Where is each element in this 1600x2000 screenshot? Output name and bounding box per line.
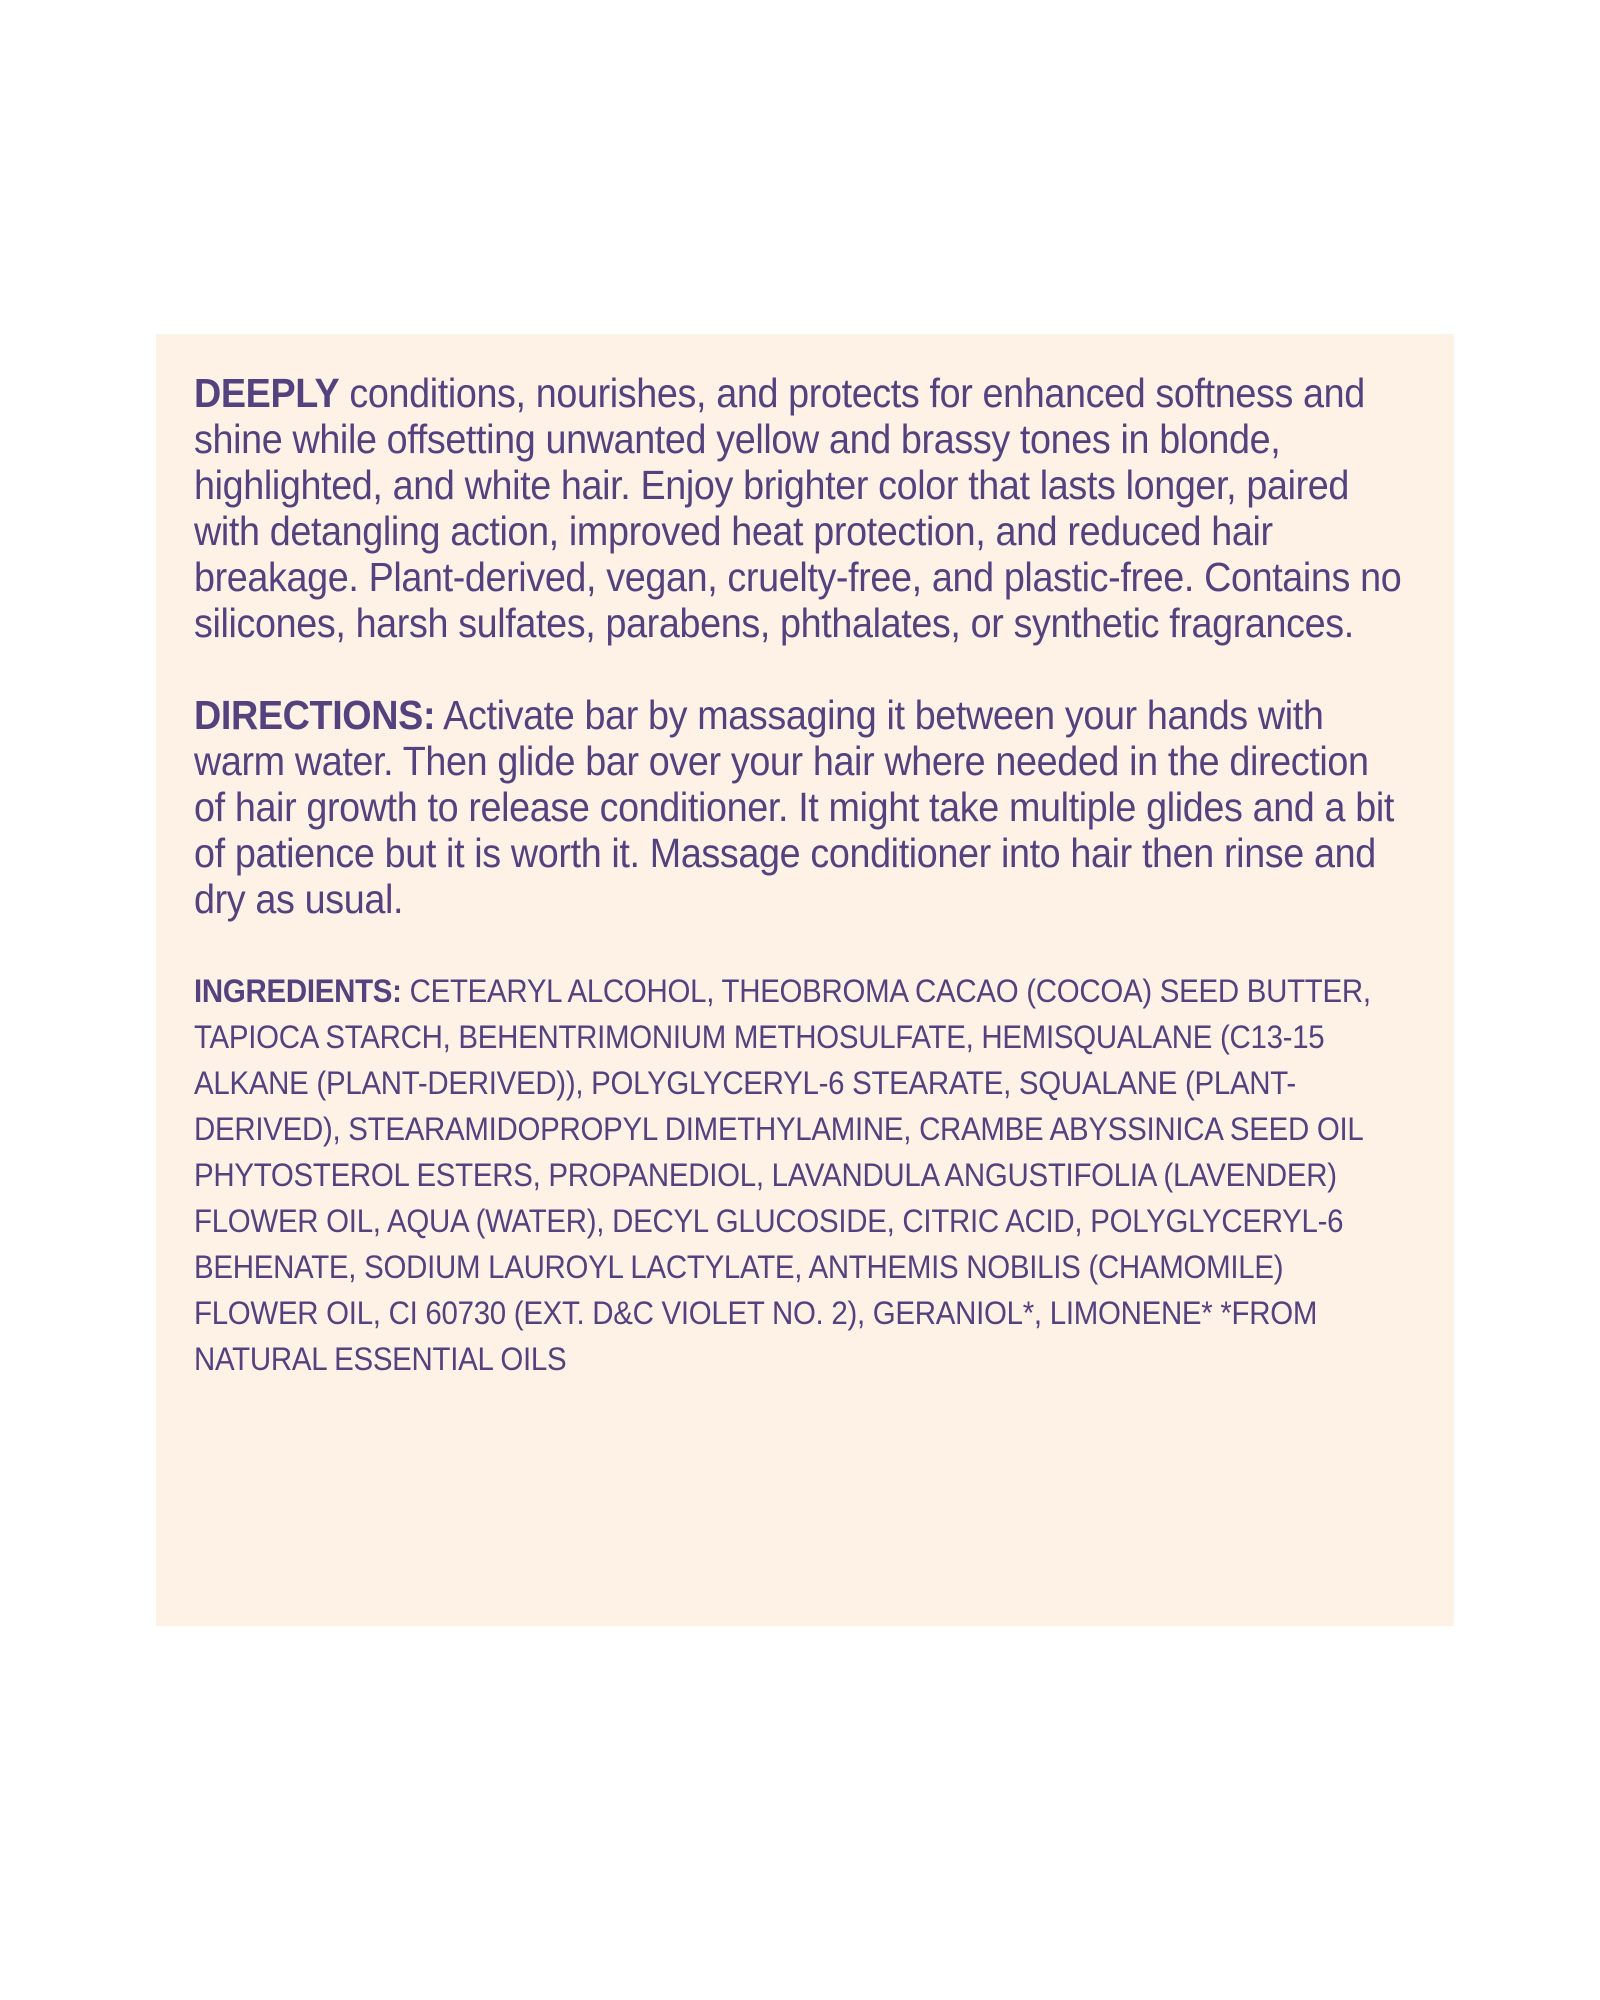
description-paragraph	[194, 370, 1405, 646]
ingredients-text: CETEARYL ALCOHOL, THEOBROMA CACAO (COCOA) SEED BUTTER, TAPIOCA STARCH, BEHENTRIMONIUM METHOSULFATE, HEMISQUALANE (C13-15 ALKANE (PLANT-DERIVED)), POLYGLYCERYL-6 STEARATE, SQUALANE (PLANT-DERIVED), STEARAMIDOPROPYL DIMETHYLAMINE, CRAMBE ABYSSINICA SEED OIL PHYTOSTEROL ESTERS, PROPANEDIOL, LAVANDULA ANGUSTIFOLIA (LAVENDER) FLOWER OIL, AQUA (WATER), DECYL GLUCOSIDE, CITRIC ACID, POLYGLYCERYL-6 BEHENATE, SODIUM LAUROYL LACTYLATE, ANTHEMIS NOBILIS (CHAMOMILE) FLOWER OIL, CI 60730 (EXT. D&C VIOLET NO. 2), GERANIOL*, LIMONENE* *FROM NATURAL ESSENTIAL OILS	[194, 973, 1371, 1377]
description-lead: DEEPLY	[194, 370, 340, 416]
directions-text: Activate bar by massaging it between your hands with warm water. Then glide bar over your hair where needed in the direction of hair growth to release conditioner. It might take multiple glides and a bit of patience but it is worth it. Massage conditioner into hair then rinse and dry as usual.	[194, 692, 1394, 922]
description-text: conditions, nourishes, and protects for enhanced softness and shine while offsetting unwanted yellow and brassy tones in blonde, highlighted, and white hair. Enjoy brighter color that lasts longer, paired with detangling action, improved heat protection, and reduced hair breakage. Plant-derived, vegan, cruelty-free, and plastic-free. Contains no silicones, harsh sulfates, parabens, phthalates, or synthetic fragrances.	[194, 370, 1402, 646]
ingredients-paragraph	[194, 968, 1405, 1382]
directions-heading: DIRECTIONS:	[194, 692, 436, 738]
product-info-panel	[156, 334, 1454, 1626]
ingredients-heading: INGREDIENTS:	[194, 973, 402, 1009]
directions-paragraph	[194, 692, 1405, 922]
